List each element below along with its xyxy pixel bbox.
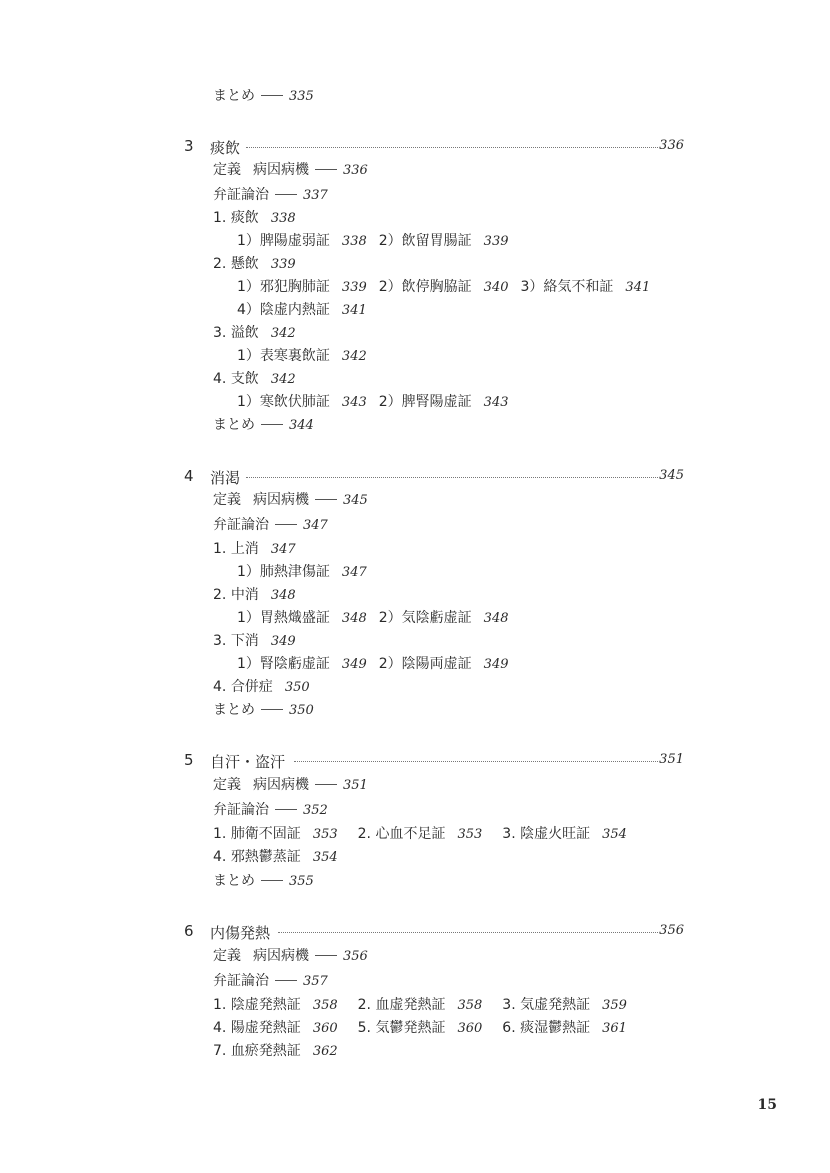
leader-dash <box>275 194 297 195</box>
item-name: 陰虚発熱証 <box>230 997 301 1013</box>
section-number: 3 <box>184 137 194 155</box>
leader-dash <box>315 955 337 956</box>
section-page: 336 <box>659 138 684 153</box>
entry-label: 定義 <box>213 492 241 508</box>
section-page: 345 <box>659 468 684 483</box>
item-row: 1. 肺衛不固証 353 2. 心血不足証 353 3. 陰虚火旺証 354 <box>213 826 627 842</box>
section-number: 5 <box>184 751 194 769</box>
leader-dash <box>261 95 283 96</box>
item-name: 肺衛不固証 <box>230 826 301 842</box>
page-number: 347 <box>270 542 296 557</box>
sub-item-name: 腎陰虧虚証 <box>259 656 330 672</box>
page-number: 354 <box>602 827 627 842</box>
summary-label: まとめ <box>213 702 255 718</box>
entry-label: 病因病機 <box>253 948 309 964</box>
page-number: 352 <box>303 803 328 818</box>
entry-label: 弁証論治 <box>213 802 269 818</box>
leader-dash <box>315 784 337 785</box>
page-number: 359 <box>602 998 627 1013</box>
section-heading <box>184 922 684 942</box>
summary-entry <box>213 416 314 435</box>
entry-label: 弁証論治 <box>213 973 269 989</box>
leader-dash <box>275 980 297 981</box>
sub-item-name: 陰陽両虚証 <box>401 656 472 672</box>
list-item: 3. 下消 349 <box>213 633 296 649</box>
page-number: 354 <box>312 850 338 865</box>
leader-dash <box>275 524 297 525</box>
page-number: 348 <box>270 588 296 603</box>
page-number: 335 <box>289 89 314 104</box>
item-name: 気虚発熱証 <box>520 997 591 1013</box>
entry-label: 弁証論治 <box>213 517 269 533</box>
list-item: 2. 中消 348 <box>213 587 296 603</box>
leader-dash <box>275 809 297 810</box>
sub-item-row: 1）邪犯胸肺証 339 2）飲停胸脇証 340 3）絡気不和証 341 <box>237 279 651 295</box>
page-number: 350 <box>289 703 314 718</box>
bensho-entry <box>213 186 328 205</box>
leader-dash <box>261 880 283 881</box>
entry-label: 病因病機 <box>253 492 309 508</box>
section-heading <box>184 137 684 157</box>
page-number: 339 <box>270 257 296 272</box>
dot-leader <box>294 761 658 762</box>
leader-dash <box>315 169 337 170</box>
page-number: 347 <box>341 565 367 580</box>
item-name: 陽虚発熱証 <box>230 1020 301 1036</box>
sub-item-name: 肺熱津傷証 <box>259 564 330 580</box>
summary-entry <box>213 87 314 106</box>
page-number: 360 <box>312 1021 338 1036</box>
sub-item-row: 1）表寒裏飲証 342 <box>237 348 367 364</box>
page-number: 349 <box>341 657 367 672</box>
item-name: 懸飲 <box>230 256 259 272</box>
item-name: 溢飲 <box>230 325 259 341</box>
sub-item-name: 胃熱熾盛証 <box>259 610 330 626</box>
definition-entry <box>213 776 368 795</box>
definition-entry <box>213 161 368 180</box>
page-number: 341 <box>341 303 367 318</box>
page-number: 342 <box>270 326 296 341</box>
page-number: 342 <box>270 372 296 387</box>
page-number: 358 <box>457 998 483 1013</box>
list-item: 3. 溢飲 342 <box>213 325 296 341</box>
sub-item-row: 1）肺熱津傷証 347 <box>237 564 367 580</box>
dot-leader <box>246 477 658 478</box>
sub-item-name: 脾陽虚弱証 <box>259 233 330 249</box>
page-number: 361 <box>602 1021 627 1036</box>
item-name: 気鬱発熱証 <box>375 1020 446 1036</box>
bensho-entry <box>213 972 328 991</box>
summary-label: まとめ <box>213 88 255 104</box>
sub-item-name: 絡気不和証 <box>543 279 614 295</box>
page-number: 353 <box>312 827 338 842</box>
page-number: 339 <box>483 234 509 249</box>
summary-label: まとめ <box>213 873 255 889</box>
entry-label: 弁証論治 <box>213 187 269 203</box>
item-name: 陰虚火旺証 <box>520 826 591 842</box>
item-name: 血虚発熱証 <box>375 997 446 1013</box>
page-number: 337 <box>303 188 328 203</box>
section-title: 消渇 <box>210 469 241 487</box>
entry-label: 定義 <box>213 948 241 964</box>
page-number: 351 <box>343 778 368 793</box>
page-number: 341 <box>625 280 651 295</box>
page-number: 342 <box>341 349 367 364</box>
item-name: 支飲 <box>230 371 259 387</box>
leader-dash <box>261 424 283 425</box>
page-number: 353 <box>457 827 483 842</box>
section-number: 6 <box>184 922 194 940</box>
sub-item-name: 気陰虧虚証 <box>401 610 472 626</box>
section-heading <box>184 467 684 487</box>
bensho-entry <box>213 801 328 820</box>
page-number: 340 <box>483 280 509 295</box>
page-number: 348 <box>483 611 509 626</box>
summary-label: まとめ <box>213 417 255 433</box>
page-number: 343 <box>483 395 509 410</box>
sub-item-name: 表寒裏飲証 <box>259 348 330 364</box>
section-title: 痰飲 <box>210 139 241 157</box>
leader-dash <box>261 709 283 710</box>
sub-item-name: 飲停胸脇証 <box>401 279 472 295</box>
item-name: 下消 <box>230 633 259 649</box>
page-folio: 15 <box>757 1097 777 1113</box>
sub-item-name: 脾腎陽虚証 <box>401 394 472 410</box>
list-item: 4. 合併症 350 <box>213 679 310 695</box>
sub-item-name: 寒飲伏肺証 <box>259 394 330 410</box>
item-row: 4. 邪熱鬱蒸証 354 <box>213 849 338 865</box>
page-number: 347 <box>303 518 328 533</box>
sub-item-row: 1）脾陽虚弱証 338 2）飲留胃腸証 339 <box>237 233 509 249</box>
item-name: 血瘀発熱証 <box>230 1043 301 1059</box>
list-item: 1. 上消 347 <box>213 541 296 557</box>
sub-item-name: 飲留胃腸証 <box>401 233 472 249</box>
section-heading <box>184 751 684 771</box>
page-number: 349 <box>483 657 509 672</box>
bensho-entry <box>213 516 328 535</box>
entry-label: 定義 <box>213 162 241 178</box>
entry-label: 定義 <box>213 777 241 793</box>
definition-entry <box>213 491 368 510</box>
item-name: 中消 <box>230 587 259 603</box>
dot-leader <box>246 147 658 148</box>
page-number: 344 <box>289 418 314 433</box>
item-row: 7. 血瘀発熱証 362 <box>213 1043 338 1059</box>
page-number: 336 <box>343 163 368 178</box>
item-name: 上消 <box>230 541 259 557</box>
sub-item-row: 4）陰虚内熱証 341 <box>237 302 367 318</box>
sub-item-row: 1）寒飲伏肺証 343 2）脾腎陽虚証 343 <box>237 394 509 410</box>
page-number: 338 <box>270 211 296 226</box>
page-number: 356 <box>343 949 368 964</box>
section-page: 356 <box>659 923 684 938</box>
summary-entry <box>213 872 314 891</box>
dot-leader <box>278 932 658 933</box>
sub-item-name: 陰虚内熱証 <box>259 302 330 318</box>
leader-dash <box>315 499 337 500</box>
item-name: 痰湿鬱熱証 <box>520 1020 591 1036</box>
sub-item-row: 1）胃熱熾盛証 348 2）気陰虧虚証 348 <box>237 610 509 626</box>
page-number: 350 <box>284 680 310 695</box>
item-name: 合併症 <box>230 679 273 695</box>
page-number: 345 <box>343 493 368 508</box>
item-row: 4. 陽虚発熱証 360 5. 気鬱発熱証 360 6. 痰湿鬱熱証 361 <box>213 1020 627 1036</box>
page-number: 339 <box>341 280 367 295</box>
entry-label: 病因病機 <box>253 777 309 793</box>
sub-item-row: 1）腎陰虧虚証 349 2）陰陽両虚証 349 <box>237 656 509 672</box>
item-name: 邪熱鬱蒸証 <box>230 849 301 865</box>
section-title: 内傷発熱 <box>210 924 271 942</box>
list-item: 1. 痰飲 338 <box>213 210 296 226</box>
page-number: 357 <box>303 974 328 989</box>
page-number: 355 <box>289 874 314 889</box>
section-number: 4 <box>184 467 194 485</box>
page-number: 338 <box>341 234 367 249</box>
section-title: 自汗・盗汗 <box>210 753 286 771</box>
entry-label: 病因病機 <box>253 162 309 178</box>
item-name: 痰飲 <box>230 210 259 226</box>
page-number: 343 <box>341 395 367 410</box>
page-number: 349 <box>270 634 296 649</box>
list-item: 2. 懸飲 339 <box>213 256 296 272</box>
item-name: 心血不足証 <box>375 826 446 842</box>
page-number: 362 <box>312 1044 338 1059</box>
page-number: 358 <box>312 998 338 1013</box>
page-number: 360 <box>457 1021 483 1036</box>
item-row: 1. 陰虚発熱証 358 2. 血虚発熱証 358 3. 気虚発熱証 359 <box>213 997 627 1013</box>
page-number: 348 <box>341 611 367 626</box>
list-item: 4. 支飲 342 <box>213 371 296 387</box>
sub-item-name: 邪犯胸肺証 <box>259 279 330 295</box>
summary-entry <box>213 701 314 720</box>
definition-entry <box>213 947 368 966</box>
section-page: 351 <box>659 752 684 767</box>
